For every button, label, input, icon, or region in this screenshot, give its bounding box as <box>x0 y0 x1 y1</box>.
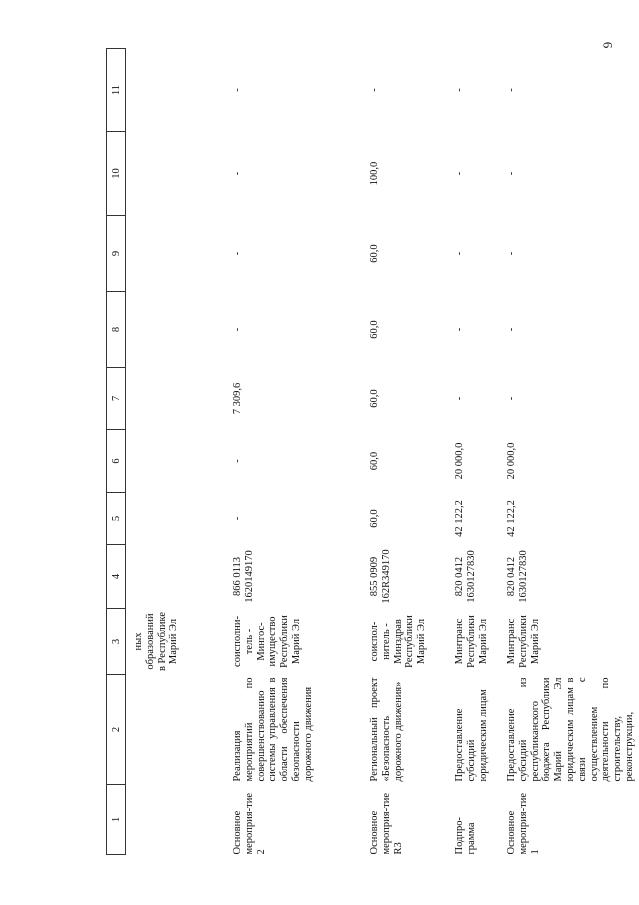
column-header-3: 3 <box>107 609 126 675</box>
row-label-cell: Подпро-грамма <box>454 817 477 855</box>
row-description-cell: Предоставление субсидий из республиканского бюджета Республики Марий Эл юридическим лицам в связи с осуществлением деятельности по строительству, реконструкции, <box>506 677 635 782</box>
row-value-cell: - <box>232 516 243 521</box>
row-value-cell: 7 309,6 <box>232 382 243 415</box>
row-value-cell: 60,0 <box>369 389 380 408</box>
row-value-cell: 60,0 <box>369 509 380 528</box>
row-value-cell: 42 122,2 <box>506 500 517 537</box>
table-row-continuation <box>126 49 225 855</box>
column-header-2: 2 <box>107 675 126 785</box>
row-value-cell: - <box>506 327 517 332</box>
row-value-cell: 60,0 <box>369 244 380 263</box>
program-finance-table <box>106 48 637 855</box>
row-label-cell: Основное мероприя-тие 2 <box>232 793 267 855</box>
row-code-cell: 855 0909 162R349170 <box>369 549 392 604</box>
row-description-cell: Региональный проект «Безопасность дорожного движения» <box>369 677 404 782</box>
row-value-cell: - <box>506 88 517 92</box>
row-value-cell: 60,0 <box>369 320 380 339</box>
row-value-cell: 20 000,0 <box>506 442 517 480</box>
table-row <box>500 49 637 855</box>
row-description-cell: Реализация мероприятий по совершенствованию системы управления в области обеспечения безопасности дорожного движения <box>232 677 314 782</box>
row-value-cell: - <box>232 171 243 176</box>
row-executor-cell: соиспол-нитель - Минздрав Республики Марий Эл <box>369 615 428 668</box>
row-code-cell: 820 0412 1630127830 <box>454 550 477 603</box>
row-value-cell: - <box>506 171 517 176</box>
column-header-9: 9 <box>107 216 126 292</box>
continuation-executor-cell: ных образований в Республике Марий Эл <box>133 611 180 672</box>
row-value-cell: 60,0 <box>369 451 380 471</box>
row-code-cell: 820 0412 1630127830 <box>506 550 529 603</box>
row-value-cell: - <box>232 459 243 463</box>
row-value-cell: 20 000,0 <box>454 442 465 480</box>
row-value-cell: - <box>454 327 465 332</box>
row-description-cell: Предоставление субсидий юридическим лицам <box>454 689 489 782</box>
row-value-cell: - <box>454 88 465 92</box>
row-value-cell: - <box>232 327 243 332</box>
column-header-8: 8 <box>107 292 126 368</box>
page-number: 6 <box>600 41 616 49</box>
row-value-cell: - <box>454 251 465 256</box>
table-row <box>362 49 447 855</box>
row-value-cell: - <box>454 396 465 401</box>
column-header-4: 4 <box>107 545 126 609</box>
row-value-cell: 100,0 <box>369 161 380 186</box>
row-code-cell: 866 0113 1620149170 <box>232 550 255 603</box>
row-value-cell: - <box>232 88 243 92</box>
column-header-7: 7 <box>107 368 126 430</box>
row-value-cell: - <box>506 396 517 401</box>
row-value-cell: - <box>506 251 517 256</box>
column-header-11: 11 <box>107 49 126 132</box>
rotated-table-page <box>106 49 635 855</box>
row-value-cell: - <box>232 251 243 256</box>
row-label-cell: Основное мероприя-тие 1 <box>506 793 541 855</box>
row-value-cell: - <box>369 88 380 92</box>
row-value-cell: 42 122,2 <box>454 500 465 537</box>
row-executor-cell: Минтранс Республики Марий Эл <box>506 615 541 668</box>
row-label-cell: Основное мероприя-тие R3 <box>369 793 404 855</box>
table-row <box>447 49 500 855</box>
column-header-1: 1 <box>107 785 126 855</box>
column-header-10: 10 <box>107 132 126 216</box>
row-value-cell: - <box>454 171 465 176</box>
column-number-row <box>107 49 126 855</box>
column-header-6: 6 <box>107 430 126 493</box>
row-executor-cell: соисполни-тель - Мингос-имущество Республики Марий Эл <box>232 615 302 668</box>
row-executor-cell: Минтранс Республики Марий Эл <box>454 615 489 668</box>
table-row <box>225 49 362 855</box>
column-header-5: 5 <box>107 493 126 545</box>
